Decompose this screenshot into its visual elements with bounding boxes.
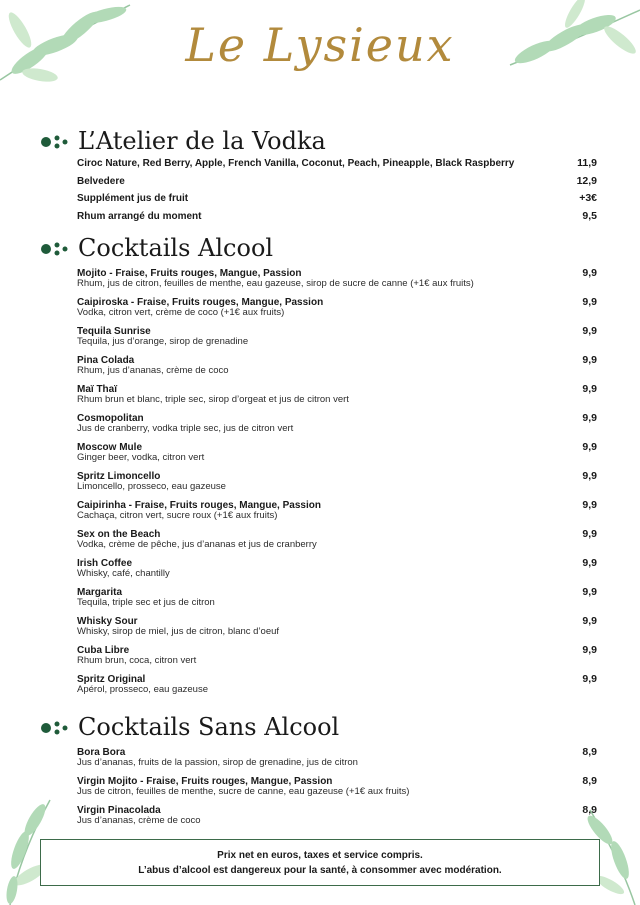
item-description: Vodka, crème de pêche, jus d’ananas et jus de cranberry (77, 539, 317, 550)
menu-item (77, 587, 597, 616)
item-name: Belvedere (77, 175, 125, 187)
item-price: 9,9 (582, 441, 597, 453)
item-name: Tequila Sunrise (77, 326, 151, 337)
item-name: Whisky Sour (77, 616, 138, 627)
item-name: Irish Coffee (77, 558, 133, 569)
menu-item (77, 355, 597, 384)
item-name: Pina Colada (77, 355, 135, 366)
section-title: Cocktails Sans Alcool (78, 713, 340, 741)
item-price: 12,9 (576, 174, 597, 187)
item-price: 9,9 (582, 296, 597, 308)
menu-item (77, 471, 597, 500)
item-name: Ciroc Nature, Red Berry, Apple, French Vanilla, Coconut, Peach, Pineapple, Black Raspberry (77, 158, 515, 169)
item-list (77, 158, 597, 228)
item-description: Vodka, citron vert, crème de coco (+1€ aux fruits) (77, 307, 285, 318)
item-name: Virgin Mojito - Fraise, Fruits rouges, Mangue, Passion (77, 776, 333, 787)
section-title: L’Atelier de la Vodka (78, 127, 326, 155)
item-description: Rhum brun et blanc, triple sec, sirop d’orgeat et jus de citron vert (77, 394, 349, 405)
item-name: Maï Thaï (77, 384, 118, 395)
menu-item (77, 384, 597, 413)
item-price: 9,9 (582, 586, 597, 598)
menu-item (77, 616, 597, 645)
item-price: 9,9 (582, 673, 597, 685)
menu-item (77, 747, 597, 776)
item-price: 11,9 (577, 157, 597, 169)
item-price: 9,9 (582, 470, 597, 482)
menu-item (77, 674, 597, 703)
item-name: Caipirinha - Fraise, Fruits rouges, Mangue, Passion (77, 500, 321, 511)
item-name: Virgin Pinacolada (77, 805, 161, 816)
section-header (40, 124, 600, 158)
item-name: Supplément jus de fruit (77, 193, 189, 204)
item-name: Moscow Mule (77, 442, 143, 453)
item-price: 8,9 (582, 746, 597, 758)
menu-item (77, 326, 597, 355)
menu-item (77, 297, 597, 326)
menu-item (77, 500, 597, 529)
item-price: 8,9 (582, 804, 597, 816)
item-price: 9,9 (582, 557, 597, 569)
item-name: Mojito - Fraise, Fruits rouges, Mangue, Passion (77, 268, 302, 279)
item-description: Jus d’ananas, fruits de la passion, sirop de grenadine, jus de citron (77, 757, 358, 768)
item-name: Margarita (77, 587, 123, 598)
bullet-dots-icon (40, 131, 74, 151)
item-price: 8,9 (582, 775, 597, 787)
section-header (40, 710, 600, 744)
item-description: Tequila, triple sec et jus de citron (77, 597, 215, 608)
page-title: Le Lysieux (185, 18, 455, 72)
item-price: 9,9 (582, 412, 597, 424)
footer-notice (40, 839, 600, 886)
item-description: Rhum brun, coca, citron vert (77, 655, 197, 666)
section-vodka (40, 124, 600, 228)
item-description: Limoncello, prosseco, eau gazeuse (77, 481, 226, 492)
item-description: Whisky, café, chantilly (77, 568, 170, 579)
menu-item (77, 211, 597, 229)
item-price: 9,9 (582, 267, 597, 279)
section-cocktails-alcool (40, 231, 600, 703)
menu-item (77, 268, 597, 297)
menu-item (77, 413, 597, 442)
item-name: Cuba Libre (77, 645, 130, 656)
item-description: Jus de cranberry, vodka triple sec, jus de citron vert (77, 423, 294, 434)
section-title: Cocktails Alcool (78, 234, 274, 262)
menu-item (77, 193, 597, 211)
item-description: Rhum, jus d’ananas, crème de coco (77, 365, 229, 376)
item-name: Caipiroska - Fraise, Fruits rouges, Mangue, Passion (77, 297, 324, 308)
item-price: 9,9 (582, 528, 597, 540)
item-description: Jus de citron, feuilles de menthe, sucre de canne, eau gazeuse (+1€ aux fruits) (77, 786, 410, 797)
item-price: 9,9 (582, 325, 597, 337)
item-description: Ginger beer, vodka, citron vert (77, 452, 205, 463)
menu-item (77, 776, 597, 805)
item-list (77, 747, 597, 834)
menu-item (77, 558, 597, 587)
item-price: +3€ (579, 192, 597, 204)
item-description: Rhum, jus de citron, feuilles de menthe, eau gazeuse, sirop de sucre de canne (+1€ aux fruits) (77, 278, 474, 289)
section-header (40, 231, 600, 265)
item-name: Bora Bora (77, 747, 126, 758)
bullet-dots-icon (40, 717, 74, 737)
menu-item (77, 645, 597, 674)
item-name: Spritz Original (77, 674, 146, 685)
item-name: Rhum arrangé du moment (77, 210, 202, 222)
footer-line-warning: L’abus d’alcool est dangereux pour la santé, à consommer avec modération. (138, 864, 502, 876)
menu-item (77, 442, 597, 471)
item-description: Cachaça, citron vert, sucre roux (+1€ aux fruits) (77, 510, 278, 521)
item-price: 9,5 (582, 209, 597, 222)
item-description: Whisky, sirop de miel, jus de citron, blanc d’oeuf (77, 626, 280, 637)
menu-item (77, 529, 597, 558)
item-price: 9,9 (582, 615, 597, 627)
item-name: Spritz Limoncello (77, 471, 161, 482)
item-price: 9,9 (582, 644, 597, 656)
section-cocktails-sans-alcool (40, 710, 600, 834)
item-description: Tequila, jus d’orange, sirop de grenadine (77, 336, 249, 347)
footer-line-prices: Prix net en euros, taxes et service compris. (217, 849, 423, 861)
menu-item (77, 805, 597, 834)
item-price: 9,9 (582, 354, 597, 366)
item-name: Cosmopolitan (77, 413, 144, 424)
item-price: 9,9 (582, 383, 597, 395)
menu-item (77, 158, 597, 176)
item-price: 9,9 (582, 499, 597, 511)
item-description: Jus d’ananas, crème de coco (77, 815, 201, 826)
item-description: Apérol, prosseco, eau gazeuse (77, 684, 208, 695)
bullet-dots-icon (40, 238, 74, 258)
item-list (77, 268, 597, 703)
item-name: Sex on the Beach (77, 529, 161, 540)
menu-item (77, 176, 597, 194)
